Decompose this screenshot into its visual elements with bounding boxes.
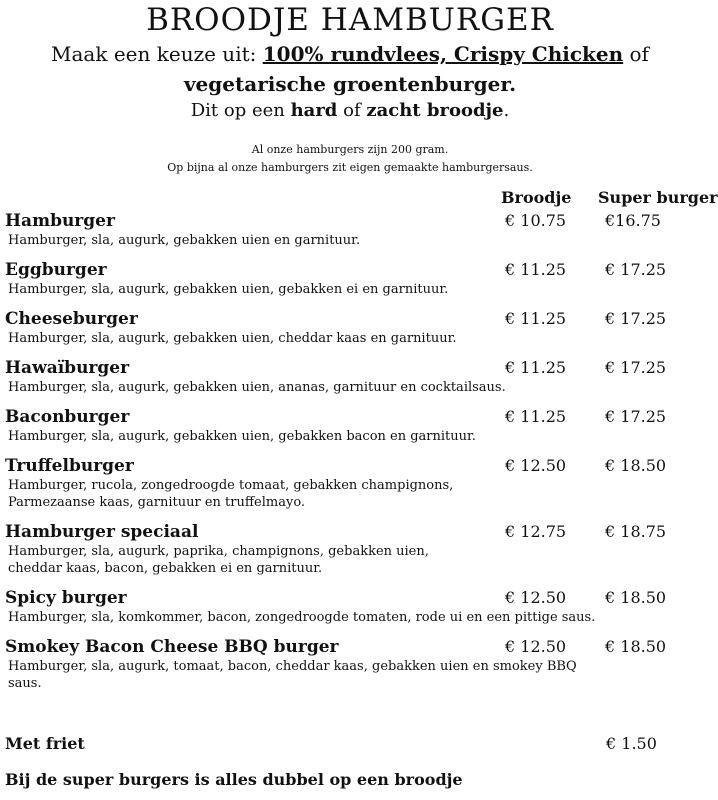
intro3-mid: of	[337, 100, 367, 121]
item-price-broodje: € 11.25	[505, 309, 567, 328]
item-price-super: € 18.50	[605, 588, 667, 607]
intro3-suffix: .	[503, 100, 510, 121]
intro3-prefix: Dit op een	[190, 100, 291, 121]
item-price-super: € 17.25	[605, 309, 667, 328]
intro3-soft: zacht broodje	[366, 100, 504, 121]
item-name: Truffelburger	[5, 456, 134, 476]
intro3-hard: hard	[290, 100, 338, 121]
fries-addon-label: Met friet	[5, 734, 85, 753]
item-price-broodje: € 12.50	[505, 588, 567, 607]
item-price-super: €16.75	[605, 211, 661, 230]
item-description: Hamburger, sla, augurk, gebakken uien, ananas, garnituur en cocktailsaus.	[8, 380, 506, 395]
item-name: Hamburger speciaal	[5, 522, 199, 542]
menu-item	[0, 521, 700, 577]
item-name: Eggburger	[5, 260, 107, 280]
intro-suffix: of	[623, 42, 649, 66]
menu-item	[0, 636, 700, 692]
item-price-super: € 17.25	[605, 358, 667, 377]
item-price-broodje: € 11.25	[505, 358, 567, 377]
item-description: Hamburger, sla, augurk, gebakken uien, gebakken bacon en garnituur.	[8, 429, 476, 444]
item-name: Baconburger	[5, 407, 130, 427]
intro-line-3	[0, 100, 700, 121]
menu-title: BROODJE HAMBURGER	[146, 2, 554, 38]
menu-list	[0, 210, 700, 702]
menu-item	[0, 357, 700, 396]
item-price-broodje: € 12.75	[505, 522, 567, 541]
intro-prefix: Maak een keuze uit:	[51, 42, 263, 66]
menu-item	[0, 455, 700, 511]
item-price-broodje: € 11.25	[505, 260, 567, 279]
column-header-broodje: Broodje	[501, 188, 572, 207]
intro-meat-options: 100% rundvlees, Crispy Chicken	[262, 42, 624, 66]
item-name: Smokey Bacon Cheese BBQ burger	[5, 637, 339, 657]
item-description: Hamburger, sla, augurk, paprika, champignons, gebakken uien, cheddar kaas, bacon, gebakken ei en garnituur.	[8, 544, 429, 576]
column-header-super-burger: Super burger	[598, 188, 718, 207]
item-price-super: € 17.25	[605, 407, 667, 426]
item-name: Hawaïburger	[5, 358, 130, 378]
super-burger-note: Bij de super burgers is alles dubbel op een broodje	[5, 770, 463, 789]
item-price-broodje: € 10.75	[505, 211, 567, 230]
item-description: Hamburger, sla, augurk, tomaat, bacon, cheddar kaas, gebakken uien en smokey BBQ saus.	[8, 659, 577, 691]
item-price-super: € 18.50	[605, 456, 667, 475]
intro-line-2: vegetarische groentenburger.	[183, 72, 517, 96]
item-description: Hamburger, rucola, zongedroogde tomaat, gebakken champignons, Parmezaanse kaas, garnituur en truffelmayo.	[8, 478, 454, 510]
note-weight: Al onze hamburgers zijn 200 gram.	[251, 143, 449, 156]
menu-item	[0, 210, 700, 249]
intro-line-1	[0, 42, 700, 66]
item-name: Spicy burger	[5, 588, 127, 608]
item-price-super: € 18.75	[605, 522, 667, 541]
menu-item	[0, 406, 700, 445]
item-price-super: € 17.25	[605, 260, 667, 279]
item-price-super: € 18.50	[605, 637, 667, 656]
item-description: Hamburger, sla, komkommer, bacon, zongedroogde tomaten, rode ui en een pittige saus.	[8, 610, 596, 625]
item-name: Cheeseburger	[5, 309, 138, 329]
item-price-broodje: € 11.25	[505, 407, 567, 426]
menu-item	[0, 259, 700, 298]
item-description: Hamburger, sla, augurk, gebakken uien en garnituur.	[8, 233, 361, 248]
item-description: Hamburger, sla, augurk, gebakken uien, cheddar kaas en garnituur.	[8, 331, 457, 346]
item-name: Hamburger	[5, 211, 115, 231]
item-price-broodje: € 12.50	[505, 637, 567, 656]
menu-item	[0, 587, 700, 626]
menu-item	[0, 308, 700, 347]
item-price-broodje: € 12.50	[505, 456, 567, 475]
fries-addon-price: € 1.50	[606, 734, 657, 753]
item-description: Hamburger, sla, augurk, gebakken uien, gebakken ei en garnituur.	[8, 282, 449, 297]
note-sauce: Op bijna al onze hamburgers zit eigen gemaakte hamburgersaus.	[167, 161, 533, 174]
